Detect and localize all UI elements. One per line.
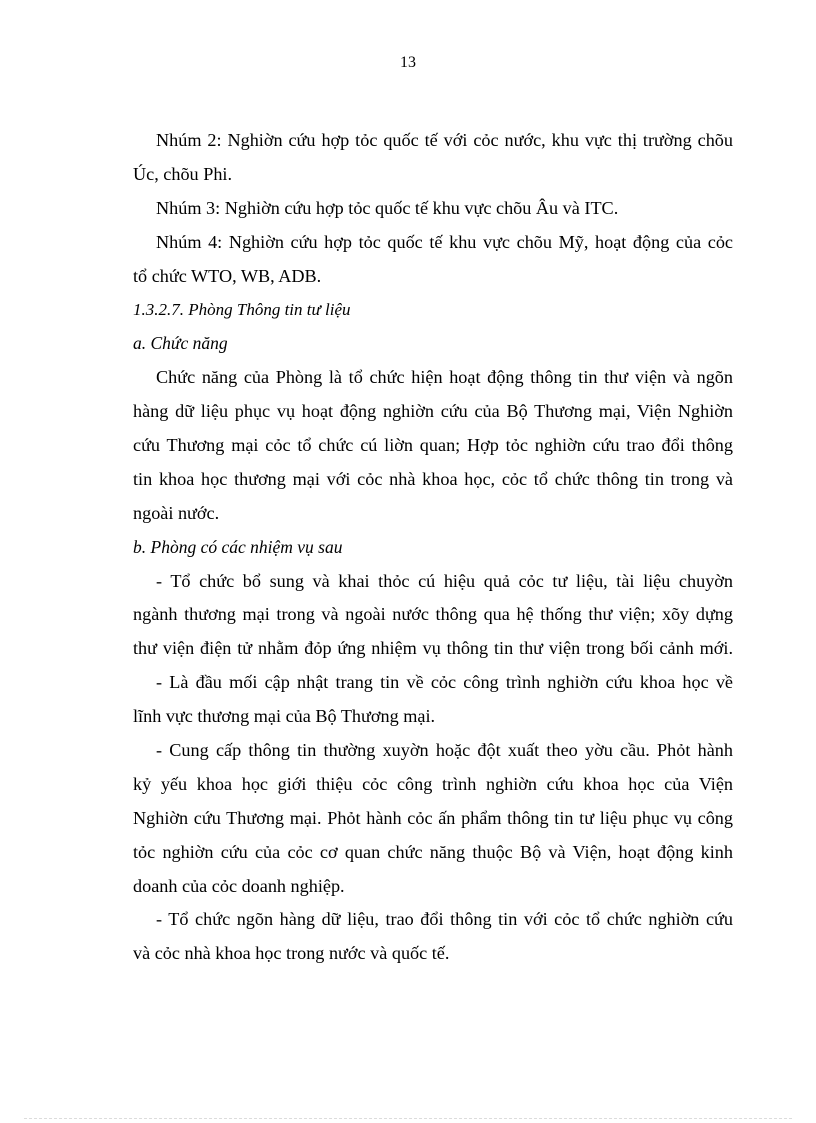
text-line: Nhúm 3: Nghiờn cứu hợp tỏc quốc tế khu vực chõu Âu và ITC. (156, 197, 619, 218)
text-line: cứu Thương mại cỏc tổ chức cú liờn quan; Hợp tỏc nghiờn cứu trao đổi thông (133, 435, 733, 456)
text-line: ngoài nước. (133, 502, 220, 523)
text-line: ngành thương mại trong và ngoài nước thông qua hệ thống thư viện; xõy dựng (133, 604, 733, 625)
text-line: - Tổ chức bổ sung và khai thỏc cú hiệu quả cỏc tư liệu, tài liệu chuyờn (156, 570, 733, 591)
text-line: doanh của cỏc doanh nghiệp. (133, 875, 345, 896)
text-line: - Là đầu mối cập nhật trang tin về cỏc công trình nghiờn cứu khoa học về (156, 672, 733, 693)
section-heading: 1.3.2.7. Phòng Thông tin tư liệu (133, 300, 351, 320)
document-body (133, 124, 733, 971)
text-line: - Cung cấp thông tin thường xuyờn hoặc đột xuất theo yờu cầu. Phỏt hành (156, 740, 733, 761)
text-line: Nhúm 2: Nghiờn cứu hợp tỏc quốc tế với cỏc nước, khu vực thị trường chõu (156, 130, 733, 150)
text-line: Nghiờn cứu Thương mại. Phỏt hành cỏc ấn phẩm thông tin tư liệu phục vụ công (133, 807, 733, 828)
text-line: Úc, chõu Phi. (133, 163, 233, 184)
page-bottom-divider (24, 1118, 792, 1119)
page-number: 13 (400, 54, 416, 71)
subsection-heading: a. Chức năng (133, 333, 228, 354)
text-line: kỷ yếu khoa học giới thiệu cỏc công trình nghiờn cứu khoa học của Viện (133, 773, 733, 794)
text-line: và cỏc nhà khoa học trong nước và quốc tế. (133, 943, 450, 964)
text-line: - Tổ chức ngõn hàng dữ liệu, trao đổi thông tin với cỏc tổ chức nghiờn cứu (156, 909, 733, 930)
text-line: Nhúm 4: Nghiờn cứu hợp tỏc quốc tế khu vực chõu Mỹ, hoạt động của cỏc (156, 231, 733, 252)
text-line: tin khoa học thương mại với cỏc nhà khoa học, cỏc tổ chức thông tin trong và (133, 468, 733, 489)
text-line: Chức năng của Phòng là tổ chức hiện hoạt động thông tin thư viện và ngõn (156, 367, 733, 388)
text-line: hàng dữ liệu phục vụ hoạt động nghiờn cứu của Bộ Thương mại, Viện Nghiờn (133, 401, 733, 422)
subsection-heading: b. Phòng có các nhiệm vụ sau (133, 536, 343, 557)
text-line: tổ chức WTO, WB, ADB. (133, 265, 322, 286)
text-line: thư viện điện tử nhằm đỏp ứng nhiệm vụ thông tin thư viện trong bối cảnh mới. (133, 638, 733, 659)
text-line: lĩnh vực thương mại của Bộ Thương mại. (133, 706, 436, 727)
text-line: tỏc nghiờn cứu của cỏc cơ quan chức năng thuộc Bộ và Viện, hoạt động kinh (133, 841, 733, 862)
